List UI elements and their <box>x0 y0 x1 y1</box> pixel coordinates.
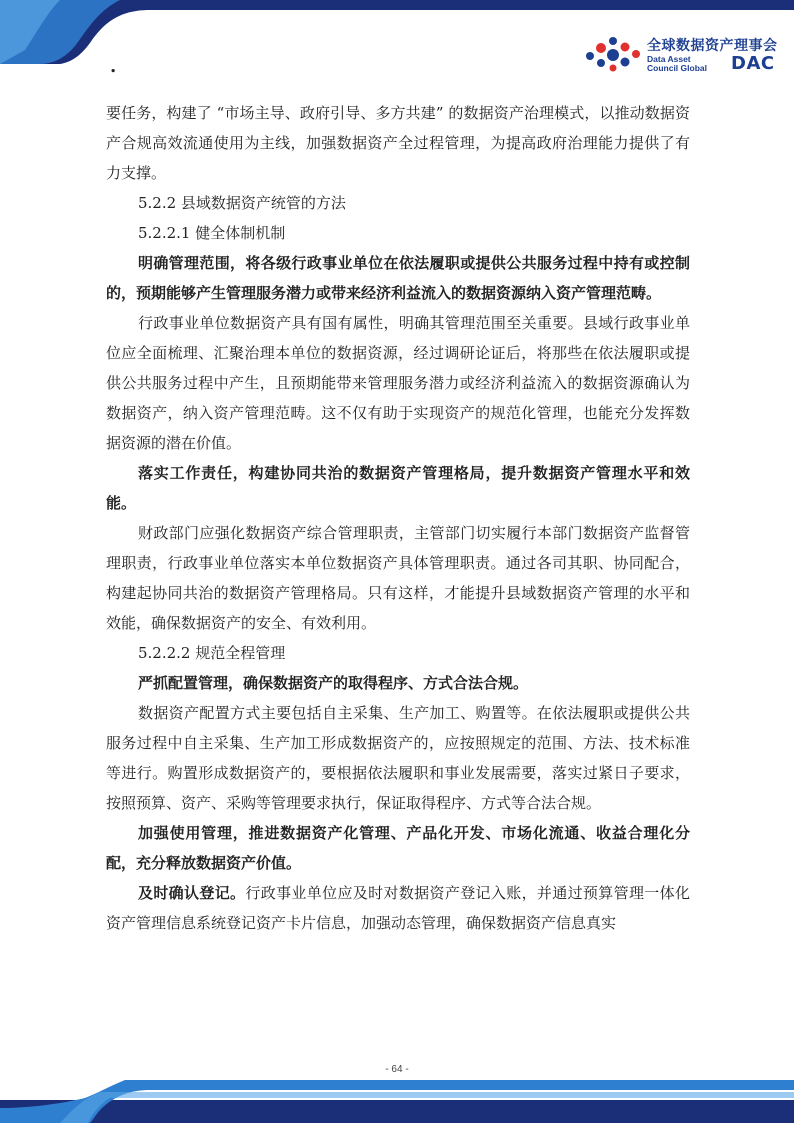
bottom-decorative-band <box>0 1078 794 1123</box>
bold-paragraph: 落实工作责任，构建协同共治的数据资产管理格局，提升数据资产管理水平和效能。 <box>106 464 690 512</box>
body-paragraph: 财政部门应强化数据资产综合管理职责，主管部门切实履行本部门数据资产监督管理职责，行政事业单位落实本单位数据资产具体管理职责。通过各司其职、协同配合，构建起协同共治的数据资产管理格局。只有这样，才能提升县域数据资产管理的水平和效能，确保数据资产的安全、有效利用。 <box>106 524 690 632</box>
logo-title: 全球数据资产理事会 <box>647 38 778 54</box>
section-heading: 5.2.2.1 健全体制机制 <box>138 224 286 242</box>
body-paragraph: 行政事业单位数据资产具有国有属性，明确其管理范围至关重要。县域行政事业单位应全面梳理、汇聚治理本单位的数据资源，经过调研论证后，将那些在依法履职或提供公共服务过程中产生，且预期能带来管理服务潜力或经济利益流入的数据资源确认为数据资产，纳入资产管理范畴。这不仅有助于实现资产的规范化管理，也能充分发挥数据资源的潜在价值。 <box>106 314 690 452</box>
page-number: - 64 - <box>385 1064 409 1075</box>
section-heading: 5.2.2.2 规范全程管理 <box>138 644 286 662</box>
header-marker: . <box>110 56 117 77</box>
document-body <box>106 98 690 938</box>
dac-logo <box>585 32 785 76</box>
logo-subtitle-line1: Data Asset <box>647 54 691 64</box>
body-paragraph: 要任务，构建了 “市场主导、政府引导、多方共建” 的数据资产治理模式，以推动数据资产合规高效流通使用为主线，加强数据资产全过程管理，为提高政府治理能力提供了有力支撑。 <box>106 104 690 182</box>
logo-abbreviation: DAC <box>731 53 775 74</box>
bold-paragraph: 加强使用管理，推进数据资产化管理、产品化开发、市场化流通、收益合理化分配，充分释放数据资产价值。 <box>106 824 690 872</box>
section-heading: 5.2.2 县域数据资产统管的方法 <box>138 194 346 212</box>
body-paragraph: 数据资产配置方式主要包括自主采集、生产加工、购置等。在依法履职或提供公共服务过程中自主采集、生产加工形成数据资产的，应按照规定的范围、方法、技术标准等进行。购置形成数据资产的，要根据依法履职和事业发展需要，落实过紧日子要求，按照预算、资产、采购等管理要求执行，保证取得程序、方式等合法合规。 <box>106 704 690 812</box>
bold-paragraph: 明确管理范围，将各级行政事业单位在依法履职或提供公共服务过程中持有或控制的，预期能够产生管理服务潜力或带来经济利益流入的数据资源纳入资产管理范畴。 <box>106 254 690 302</box>
bold-paragraph: 严抓配置管理，确保数据资产的取得程序、方式合法合规。 <box>138 674 529 692</box>
body-paragraph <box>106 878 690 938</box>
logo-subtitle-line2: Council Global <box>647 63 707 73</box>
dac-logo-dots-icon <box>585 36 643 72</box>
paragraph-text: 行政事业单位应及时对数据资产登记入账，并通过预算管理一体化资产管理信息系统登记资产卡片信息，加强动态管理，确保数据资产信息真实 <box>106 884 690 932</box>
paragraph-lead: 及时确认登记。 <box>138 884 246 902</box>
